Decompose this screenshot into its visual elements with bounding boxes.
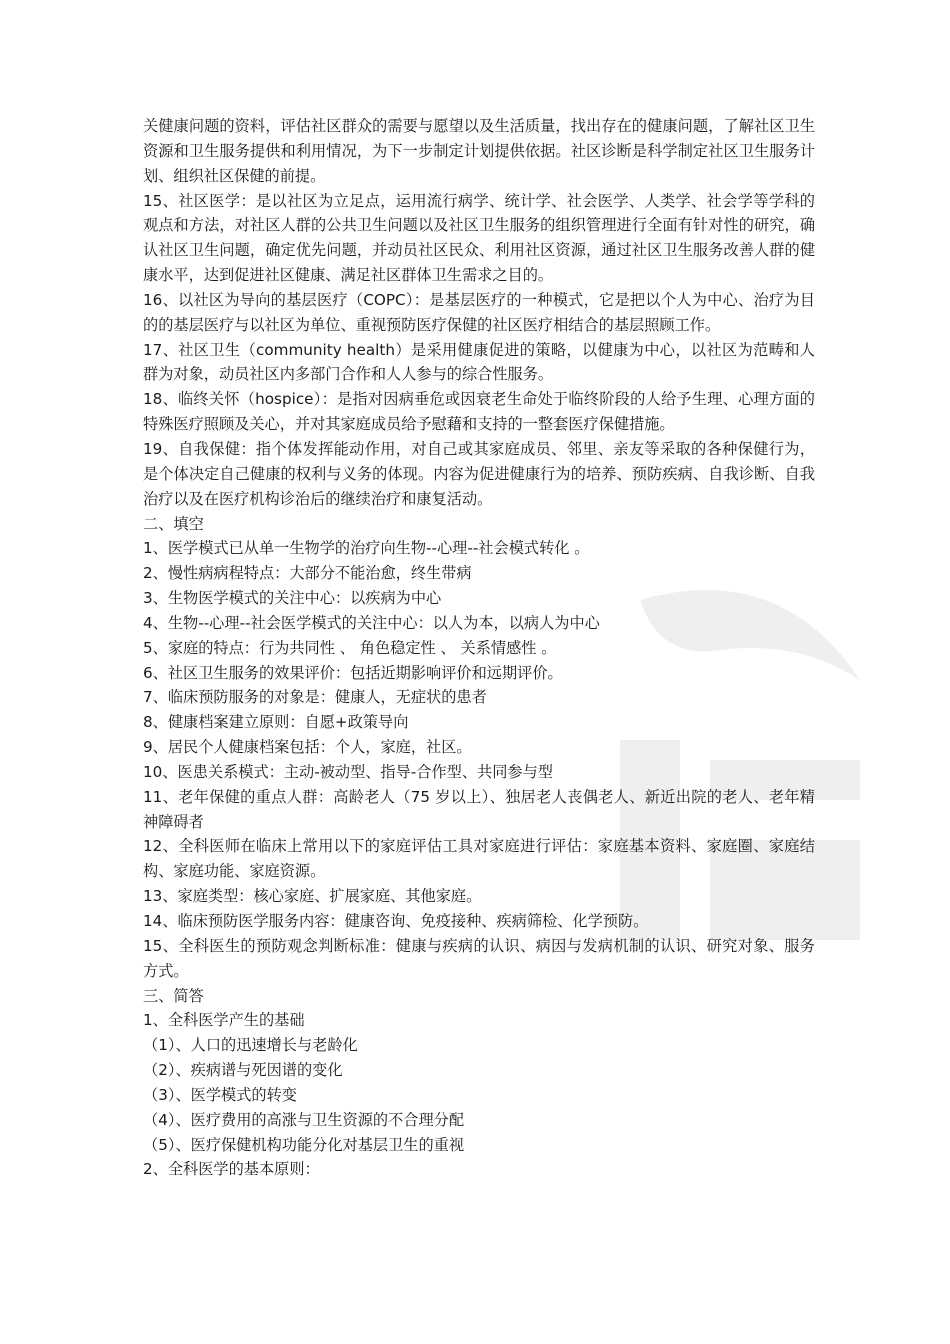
definition-paragraph: 19、自我保健：指个体发挥能动作用，对自己或其家庭成员、邻里、亲友等采取的各种保健行为，是个体决定自己健康的权利与义务的体现。内容为促进健康行为的培养、预防疾病、自我诊断、自我治疗以及在医疗机构诊治后的继续治疗和康复活动。	[143, 439, 815, 508]
answer-item: （5）、医疗保健机构功能分化对基层卫生的重视	[143, 1135, 465, 1154]
question-title: 1、全科医学产生的基础	[143, 1011, 305, 1030]
definition-paragraph: 18、临终关怀（hospice）：是指对因病垂危或因衰老生命处于临终阶段的人给予生理、心理方面的特殊医疗照顾及关心，并对其家庭成员给予慰藉和支持的一整套医疗保健措施。	[143, 390, 815, 434]
fill-item: 12、全科医师在临床上常用以下的家庭评估工具对家庭进行评估：家庭基本资料、家庭圈、家庭结构、家庭功能、家庭资源。	[143, 837, 815, 881]
fill-item: 11、老年保健的重点人群：高龄老人（75 岁以上）、独居老人丧偶老人、新近出院的老人、老年精神障碍者	[143, 787, 815, 831]
answer-item: （2）、疾病谱与死因谱的变化	[143, 1061, 343, 1080]
fill-item: 15、全科医生的预防观念判断标准：健康与疾病的认识、病因与发病机制的认识、研究对象、服务方式。	[143, 936, 815, 980]
fill-item: 10、医患关系模式：主动-被动型、指导-合作型、共同参与型	[143, 762, 553, 781]
definition-paragraph: 15、社区医学：是以社区为立足点，运用流行病学、统计学、社会医学、人类学、社会学等学科的观点和方法，对社区人群的公共卫生问题以及社区卫生服务的组织管理进行全面有针对性的研究，确认社区卫生问题，确定优先问题，并动员社区民众、利用社区资源，通过社区卫生服务改善人群的健康水平，达到促进社区健康、满足社区群体卫生需求之目的。	[143, 191, 815, 285]
fill-item: 2、慢性病病程特点：大部分不能治愈，终生带病	[143, 564, 472, 583]
answer-item: （4）、医疗费用的高涨与卫生资源的不合理分配	[143, 1110, 465, 1129]
fill-item: 3、生物医学模式的关注中心：以疾病为中心	[143, 589, 442, 608]
fill-item: 9、居民个人健康档案包括：个人，家庭，社区。	[143, 738, 472, 757]
fill-item: 7、临床预防服务的对象是：健康人，无症状的患者	[143, 688, 487, 707]
fill-item: 13、家庭类型：核心家庭、扩展家庭、其他家庭。	[143, 887, 482, 906]
definition-paragraph: 关健康问题的资料，评估社区群众的需要与愿望以及生活质量，找出存在的健康问题，了解社区卫生资源和卫生服务提供和利用情况，为下一步制定计划提供依据。社区诊断是科学制定社区卫生服务计划、组织社区保健的前提。	[143, 117, 815, 185]
fill-item: 8、健康档案建立原则：自愿+政策导向	[143, 713, 409, 732]
fill-item: 14、临床预防医学服务内容：健康咨询、免疫接种、疾病筛检、化学预防。	[143, 912, 649, 930]
fill-item: 4、生物--心理--社会医学模式的关注中心：以人为本，以病人为中心	[143, 613, 600, 632]
fill-item: 6、社区卫生服务的效果评价：包括近期影响评价和远期评价。	[143, 663, 563, 682]
fill-item: 5、家庭的特点：行为共同性 、 角色稳定性 、 关系情感性 。	[143, 638, 557, 657]
section-title-fill: 二、填空	[143, 514, 204, 533]
answer-item: （3）、医学模式的转变	[143, 1085, 297, 1104]
section-title-short-answer: 三、简答	[143, 986, 204, 1005]
question-title: 2、全科医学的基本原则：	[143, 1160, 320, 1179]
fill-item: 1、医学模式已从单一生物学的治疗向生物--心理--社会模式转化 。	[143, 539, 590, 558]
document-page	[143, 114, 815, 1182]
definition-paragraph: 16、以社区为导向的基层医疗（COPC）：是基层医疗的一种模式，它是把以个人为中心、治疗为目的的基层医疗与以社区为单位、重视预防医疗保健的社区医疗相结合的基层照顾工作。	[143, 290, 815, 334]
definition-paragraph: 17、社区卫生（community health）是采用健康促进的策略，以健康为中心，以社区为范畴和人群为对象，动员社区内多部门合作和人人参与的综合性服务。	[143, 340, 815, 384]
answer-item: （1）、人口的迅速增长与老龄化	[143, 1036, 358, 1055]
